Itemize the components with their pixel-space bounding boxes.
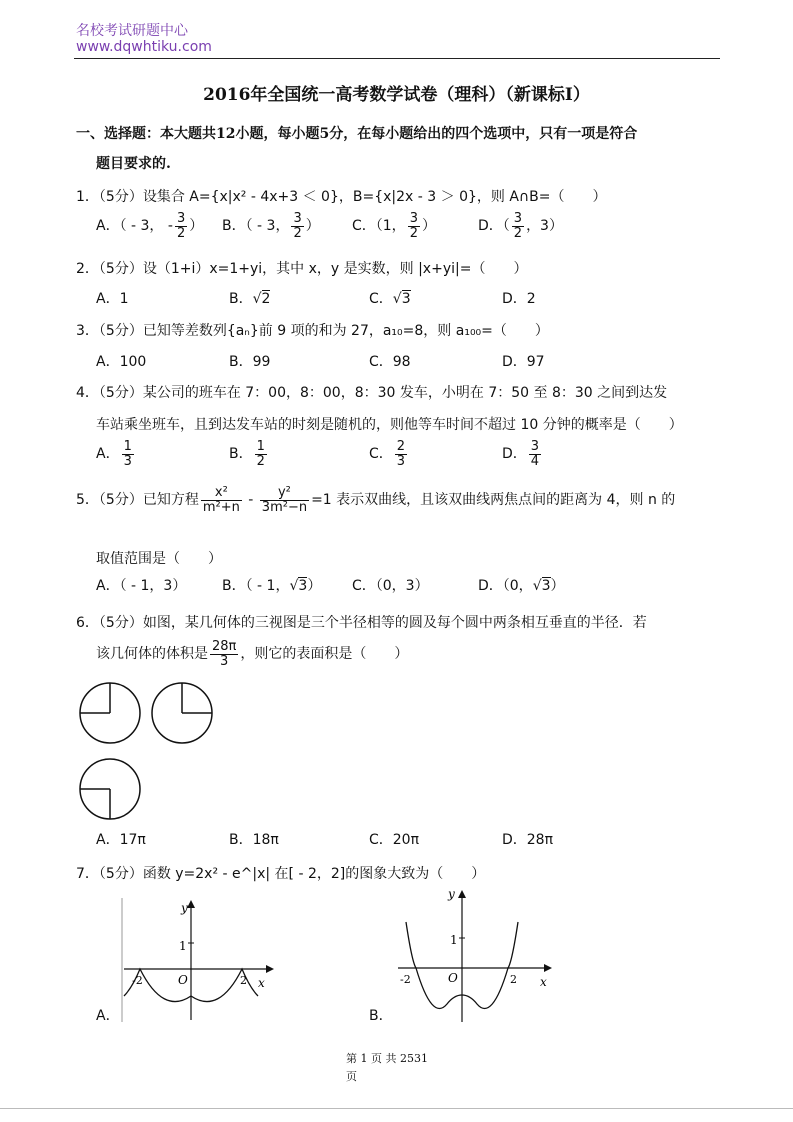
side-view-circle [152, 683, 212, 743]
graph-a-x-label: x [258, 976, 265, 990]
q1-option-d[interactable]: D．（ $\frac{3}{2}$ ，3） [478, 211, 563, 241]
q6-option-a[interactable]: A．17π [96, 832, 146, 848]
three-view-figure [76, 680, 221, 825]
footer-divider [0, 1108, 793, 1109]
front-view-circle [80, 683, 140, 743]
question-6-line1: 6．（5分）如图，某几何体的三视图是三个半径相等的圆及每个圆中两条相互垂直的半径．若 [76, 615, 647, 631]
q1-a-fraction: $\frac{3}{2}$ [176, 211, 186, 241]
q5-option-c[interactable]: C．（0，3） [352, 578, 429, 594]
graph-b-tick-neg2: -2 [400, 973, 411, 986]
q1-option-c[interactable]: C．（1， $\frac{3}{2}$ ） [352, 211, 436, 241]
q5-y-fraction: $\frac{\text{y²}}{\text{3m²−n}}$ [261, 485, 308, 515]
q3-option-a[interactable]: A．100 [96, 354, 147, 370]
q4-option-b[interactable]: B． $\frac{1}{2}$ [229, 439, 265, 469]
graph-b-x-label: x [540, 975, 547, 989]
q5-x-fraction: $\frac{\text{x²}}{\text{m²+n}}$ [202, 485, 240, 515]
graph-b-tick-pos2: 2 [510, 973, 517, 986]
q2-option-a[interactable]: A．1 [96, 291, 129, 307]
top-view-circle [80, 759, 140, 819]
question-5-line1: 5．（5分）已知方程 $\frac{\text{x²}}{\text{m²+n}}$ - $\frac{\text{y²}}{\text{3m²−n}}$ =1 表示双曲线，且该双曲线两焦点间的距离为 4，则 n 的 [76, 485, 676, 515]
question-7-stem: 7．（5分）函数 y=2x² - e^|x| 在[ - 2，2]的图象大致为（ ） [76, 866, 486, 882]
q6-option-b[interactable]: B．18π [229, 832, 279, 848]
q4-option-c[interactable]: C． $\frac{2}{3}$ [369, 439, 406, 469]
graph-a-tick-pos2: 2 [240, 974, 247, 987]
graph-b-y-arrow-icon [458, 890, 466, 898]
header-divider [74, 58, 720, 59]
q1-c-fraction: $\frac{3}{2}$ [409, 211, 418, 241]
graph-a-x-arrow-icon [266, 965, 274, 973]
q7-graph-b [392, 882, 557, 1027]
section-heading-line2: 题目要求的. [96, 156, 171, 172]
page-title: 2016年全国统一高考数学试卷（理科）（新课标Ⅰ） [203, 85, 590, 105]
q2-option-d[interactable]: D．2 [502, 291, 536, 307]
q2-option-b[interactable]: B．√2 [229, 291, 271, 307]
q1-d-fraction: $\frac{3}{2}$ [513, 211, 523, 241]
q1-option-b[interactable]: B．（ - 3， $\frac{3}{2}$ ） [222, 211, 320, 241]
question-6-line2: 该几何体的体积是 $\frac{28\pi}{3}$ ，则它的表面积是（ ） [96, 639, 409, 669]
q4-a-fraction: $\frac{1}{3}$ [123, 439, 132, 469]
q3-option-c[interactable]: C．98 [369, 354, 411, 370]
q2-option-c[interactable]: C．√3 [369, 291, 411, 307]
q6-volume-fraction: $\frac{28\pi}{3}$ [212, 639, 237, 669]
q1-option-a[interactable]: A．（ - 3， - $\frac{3}{2}$ ） [96, 211, 204, 241]
graph-b-origin-label: O [448, 971, 458, 985]
q7-option-a[interactable]: A． [96, 1008, 120, 1024]
question-5-line2: 取值范围是（ ） [96, 551, 222, 567]
graph-a-y-label: y [181, 901, 188, 915]
q4-option-d[interactable]: D． $\frac{3}{4}$ [502, 439, 540, 469]
question-1-stem: 1．（5分）设集合 A={x|x² - 4x+3 ＜ 0}，B={x|2x - 3 ＞ 0}，则 A∩B=（ ） [76, 189, 607, 205]
sqrt-icon: √ [392, 291, 402, 307]
graph-b-tick-1: 1 [450, 933, 458, 947]
q4-option-a[interactable]: A． $\frac{1}{3}$ [96, 439, 132, 469]
sqrt-icon: √ [252, 291, 262, 307]
q3-option-d[interactable]: D．97 [502, 354, 545, 370]
q7-option-b[interactable]: B． [369, 1008, 393, 1024]
q1-b-fraction: $\frac{3}{2}$ [293, 211, 302, 241]
q5-option-d[interactable]: D．（0，√3） [478, 578, 565, 594]
question-4-line1: 4．（5分）某公司的班车在 7：00，8：00，8：30 发车，小明在 7：50 至 8：30 之间到达发 [76, 385, 668, 401]
q4-d-fraction: $\frac{3}{4}$ [530, 439, 540, 469]
q4-c-fraction: $\frac{2}{3}$ [396, 439, 406, 469]
sqrt-icon: √ [289, 578, 299, 594]
question-3-stem: 3．（5分）已知等差数列{aₙ}前 9 项的和为 27，a₁₀=8，则 a₁₀₀=（ ） [76, 323, 549, 339]
q5-option-a[interactable]: A．（ - 1，3） [96, 578, 187, 594]
graph-b-x-arrow-icon [544, 964, 552, 972]
q6-option-c[interactable]: C．20π [369, 832, 420, 848]
q5-option-b[interactable]: B．（ - 1，√3） [222, 578, 322, 594]
page-footer-line1: 第 1 页 共 2531 [346, 1052, 428, 1065]
q4-b-fraction: $\frac{1}{2}$ [256, 439, 265, 469]
question-2-stem: 2．（5分）设（1+i）x=1+yi，其中 x，y 是实数，则 |x+yi|=（ ） [76, 261, 528, 277]
q7-graph-a [118, 892, 278, 1027]
graph-a-y-arrow-icon [187, 900, 195, 908]
graph-b-y-label: y [448, 887, 455, 901]
graph-a-tick-1: 1 [179, 939, 187, 953]
page-footer-line2: 页 [346, 1070, 357, 1083]
q6-option-d[interactable]: D．28π [502, 832, 554, 848]
site-name: 名校考试研题中心 [76, 23, 188, 39]
graph-a-tick-neg2: -2 [132, 974, 143, 987]
sqrt-icon: √ [532, 578, 542, 594]
graph-a-origin-label: O [178, 973, 188, 987]
section-heading-line1: 一、选择题：本大题共12小题，每小题5分，在每小题给出的四个选项中，只有一项是符合 [76, 126, 638, 142]
q3-option-b[interactable]: B．99 [229, 354, 271, 370]
question-4-line2: 车站乘坐班车，且到达发车站的时刻是随机的，则他等车时间不超过 10 分钟的概率是（ ） [96, 417, 683, 433]
site-url[interactable]: www.dqwhtiku.com [76, 39, 212, 55]
